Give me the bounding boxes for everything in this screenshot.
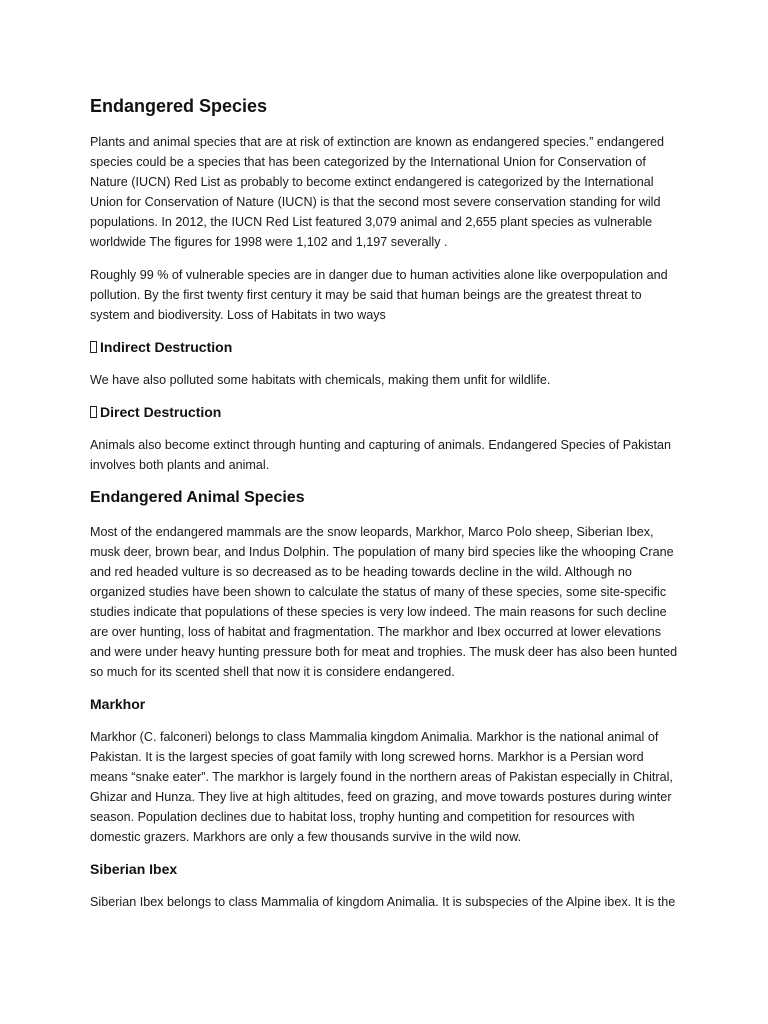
human-threat-paragraph: Roughly 99 % of vulnerable species are in danger due to human activities alone like overpopulation and pollution. By the first twenty first century it may be said that human beings are the greatest threat to system and biodiversity. Loss of Habitats in two ways	[90, 268, 668, 322]
page-title: Endangered Species	[90, 96, 268, 116]
animal-species-heading: Endangered Animal Species	[90, 489, 305, 506]
indirect-destruction-label: Indirect Destruction	[100, 339, 233, 355]
indirect-destruction-heading	[90, 338, 680, 356]
direct-destruction-heading	[90, 403, 680, 421]
intro-paragraph: Plants and animal species that are at risk of extinction are known as endangered species.” endangered species could be a species that has been categorized by the International Union for Conservation of Nature (IUCN) Red List as probably to become extinct endangered is categorized by the International Union for Conservation of Nature (IUCN) is that the second most severe conservation standing for wild populations. In 2012, the IUCN Red List featured 3,079 animal and 2,655 plant species as vulnerable worldwide The figures for 1998 were 1,102 and 1,197 severally .	[90, 135, 665, 249]
bullet-glyph-icon	[90, 406, 97, 418]
bullet-glyph-icon	[90, 341, 97, 353]
direct-destruction-paragraph: Animals also become extinct through hunting and capturing of animals. Endangered Species of Pakistan involves both plants and animal.	[90, 438, 672, 472]
siberian-ibex-paragraph: Siberian Ibex belongs to class Mammalia of kingdom Animalia. It is subspecies of the Alpine ibex. It is the	[90, 895, 676, 909]
markhor-paragraph: Markhor (C. falconeri) belongs to class Mammalia kingdom Animalia. Markhor is the national animal of Pakistan. It is the largest species of goat family with long screwed horns. Markhor is a Persian word means “snake eater”. The markhor is largely found in the northern areas of Pakistan especially in Chitral, Ghizar and Hunza. They live at high altitudes, feed on grazing, and move towards postures during winter season. Population declines due to habitat loss, trophy hunting and competition for resources with domestic grazers. Markhors are only a few thousands survive in the wild now.	[90, 730, 673, 844]
siberian-ibex-heading: Siberian Ibex	[90, 861, 178, 877]
animal-species-paragraph: Most of the endangered mammals are the snow leopards, Markhor, Marco Polo sheep, Siberian Ibex, musk deer, brown bear, and Indus Dolphin. The population of many bird species like the whooping Crane and red headed vulture is so decreased as to be heading towards decline in the wild. Although no organized studies have been shown to calculate the status of many of these species, some site-specific studies indicate that populations of these species is very low indeed. The main reasons for such decline are over hunting, loss of habitat and fragmentation. The markhor and Ibex occurred at lower elevations and were under heavy hunting pressure both for meat and trophies. The musk deer has also been hunted so much for its scented shell that now it is considere endangered.	[90, 525, 678, 679]
indirect-destruction-paragraph: We have also polluted some habitats with chemicals, making them unfit for wildlife.	[90, 373, 551, 387]
markhor-heading: Markhor	[90, 696, 146, 712]
document-page	[90, 95, 680, 925]
direct-destruction-label: Direct Destruction	[100, 404, 222, 420]
